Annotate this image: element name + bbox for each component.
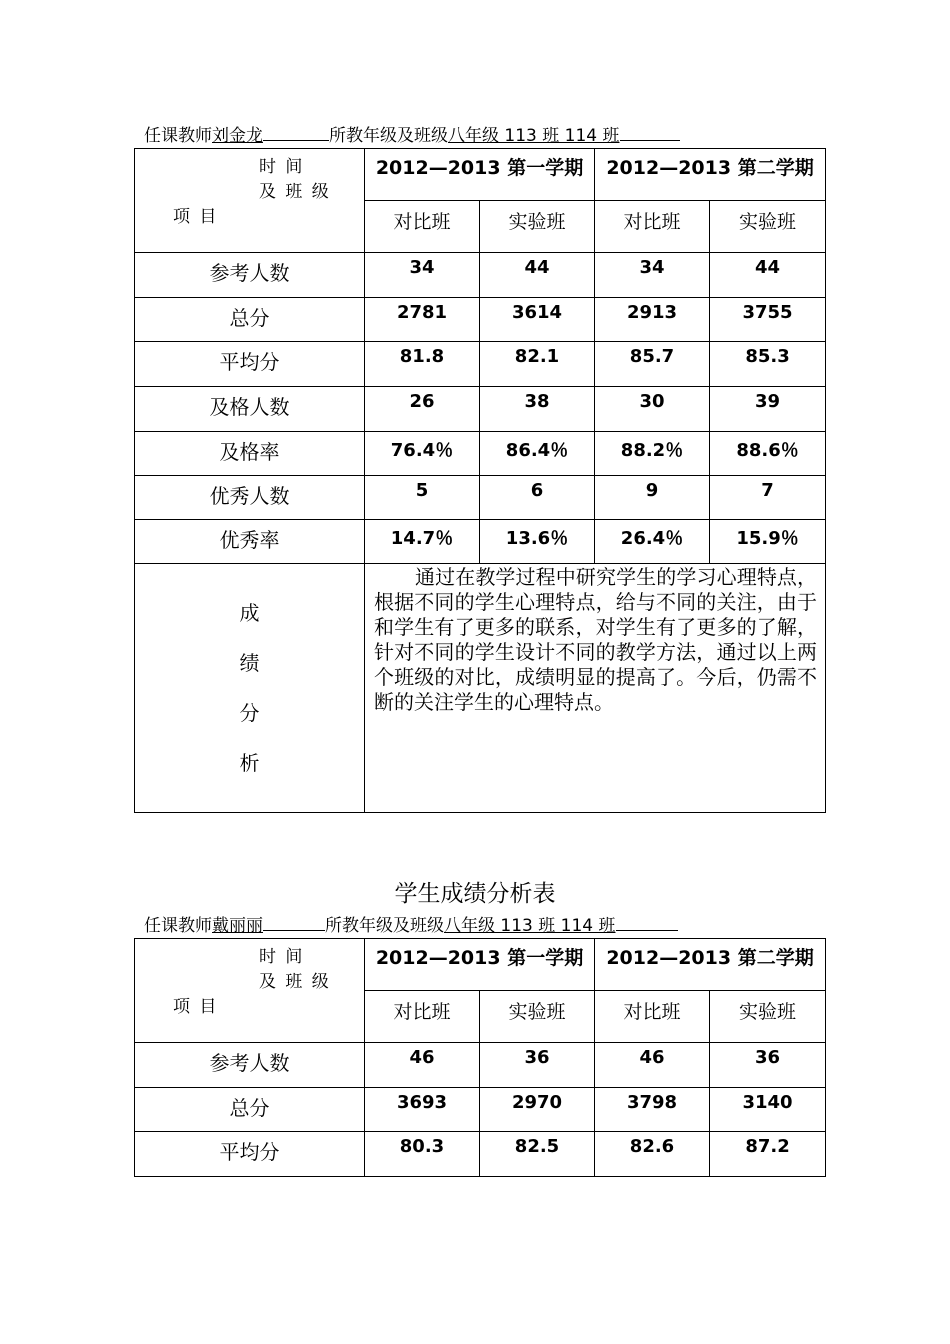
table-cell: 81.8 xyxy=(365,342,480,387)
score-analysis-table-2 xyxy=(134,938,826,1177)
teacher-info-line-2 xyxy=(144,915,678,936)
teacher-label: 任课教师 xyxy=(144,126,212,146)
table-row xyxy=(135,432,826,476)
grade-value: 八年级 113 班 114 班 xyxy=(444,916,616,936)
row-label: 总分 xyxy=(135,1088,365,1132)
table-cell: 3140 xyxy=(710,1088,826,1132)
table-cell: 80.3 xyxy=(365,1132,480,1177)
table-row xyxy=(135,298,826,342)
table-cell: 76.4％ xyxy=(365,432,480,476)
table-row xyxy=(135,476,826,520)
table-row xyxy=(135,387,826,432)
analysis-row xyxy=(135,564,826,813)
table-cell: 82.6 xyxy=(595,1132,710,1177)
table-cell: 88.2％ xyxy=(595,432,710,476)
table-cell: 6 xyxy=(480,476,595,520)
row-label: 及格率 xyxy=(135,432,365,476)
table-cell: 44 xyxy=(480,253,595,298)
row-label: 及格人数 xyxy=(135,387,365,432)
teacher-name: 刘金龙 xyxy=(212,126,263,146)
row-label: 总分 xyxy=(135,298,365,342)
table-cell: 39 xyxy=(710,387,826,432)
table-cell: 82.5 xyxy=(480,1132,595,1177)
table-cell: 36 xyxy=(710,1043,826,1088)
table-row xyxy=(135,253,826,298)
table-cell: 34 xyxy=(595,253,710,298)
class-header: 对比班 xyxy=(595,201,710,253)
teacher-label: 任课教师 xyxy=(144,916,212,936)
table-row xyxy=(135,1088,826,1132)
class-header: 实验班 xyxy=(480,991,595,1043)
semester-2-header: 2012—2013 第二学期 xyxy=(595,939,826,991)
class-header: 实验班 xyxy=(480,201,595,253)
analysis-label-char: 析 xyxy=(239,751,260,775)
analysis-label-char: 绩 xyxy=(239,651,260,675)
score-analysis-table-1 xyxy=(134,148,826,813)
teacher-name: 戴丽丽 xyxy=(212,916,263,936)
class-header: 实验班 xyxy=(710,201,826,253)
analysis-label-char: 分 xyxy=(239,701,260,725)
class-header: 对比班 xyxy=(365,991,480,1043)
analysis-text: 通过在教学过程中研究学生的学习心理特点，根据不同的学生心理特点，给与不同的关注，由于和学生有了更多的联系，对学生有了更多的了解，针对不同的学生设计不同的教学方法，通过以上两个班级的对比，成绩明显的提高了。今后，仍需不断的关注学生的心理特点。 xyxy=(365,564,826,813)
table-row xyxy=(135,1043,826,1088)
header-item: 项 目 xyxy=(173,207,219,227)
table-cell: 82.1 xyxy=(480,342,595,387)
table-cell: 26.4％ xyxy=(595,520,710,564)
semester-2-header: 2012—2013 第二学期 xyxy=(595,149,826,201)
table-row xyxy=(135,1132,826,1177)
class-header: 对比班 xyxy=(365,201,480,253)
table-cell: 36 xyxy=(480,1043,595,1088)
header-corner-cell xyxy=(135,149,365,253)
grade-label: 所教年级及班级 xyxy=(329,126,448,146)
analysis-label-char: 成 xyxy=(239,601,260,625)
table-row xyxy=(135,520,826,564)
table-cell: 46 xyxy=(365,1043,480,1088)
row-label: 优秀人数 xyxy=(135,476,365,520)
table-cell: 7 xyxy=(710,476,826,520)
header-time: 时 间 xyxy=(259,157,305,177)
table-cell: 46 xyxy=(595,1043,710,1088)
table-cell: 30 xyxy=(595,387,710,432)
table-cell: 88.6％ xyxy=(710,432,826,476)
analysis-label-cell xyxy=(135,564,365,813)
header-item: 项 目 xyxy=(173,997,219,1017)
table-cell: 26 xyxy=(365,387,480,432)
header-time: 时 间 xyxy=(259,947,305,967)
semester-1-header: 2012—2013 第一学期 xyxy=(365,939,595,991)
header-corner-cell xyxy=(135,939,365,1043)
row-label: 平均分 xyxy=(135,342,365,387)
table-cell: 85.3 xyxy=(710,342,826,387)
table-cell: 2913 xyxy=(595,298,710,342)
class-header: 实验班 xyxy=(710,991,826,1043)
semester-1-header: 2012—2013 第一学期 xyxy=(365,149,595,201)
table-cell: 38 xyxy=(480,387,595,432)
table-cell: 5 xyxy=(365,476,480,520)
table-row xyxy=(135,342,826,387)
table-cell: 44 xyxy=(710,253,826,298)
table-cell: 9 xyxy=(595,476,710,520)
header-class: 及 班 级 xyxy=(259,182,331,202)
page-title: 学生成绩分析表 xyxy=(394,881,556,907)
table-cell: 2970 xyxy=(480,1088,595,1132)
table-cell: 86.4％ xyxy=(480,432,595,476)
table-cell: 14.7％ xyxy=(365,520,480,564)
table-cell: 13.6％ xyxy=(480,520,595,564)
table-cell: 34 xyxy=(365,253,480,298)
teacher-info-line-1 xyxy=(144,125,680,146)
table-cell: 15.9％ xyxy=(710,520,826,564)
table-cell: 85.7 xyxy=(595,342,710,387)
class-header: 对比班 xyxy=(595,991,710,1043)
row-label: 平均分 xyxy=(135,1132,365,1177)
table-cell: 2781 xyxy=(365,298,480,342)
row-label: 参考人数 xyxy=(135,1043,365,1088)
table-cell: 3693 xyxy=(365,1088,480,1132)
table-cell: 87.2 xyxy=(710,1132,826,1177)
table-cell: 3798 xyxy=(595,1088,710,1132)
table-cell: 3755 xyxy=(710,298,826,342)
row-label: 优秀率 xyxy=(135,520,365,564)
table-cell: 3614 xyxy=(480,298,595,342)
row-label: 参考人数 xyxy=(135,253,365,298)
header-class: 及 班 级 xyxy=(259,972,331,992)
grade-label: 所教年级及班级 xyxy=(325,916,444,936)
grade-value: 八年级 113 班 114 班 xyxy=(448,126,620,146)
